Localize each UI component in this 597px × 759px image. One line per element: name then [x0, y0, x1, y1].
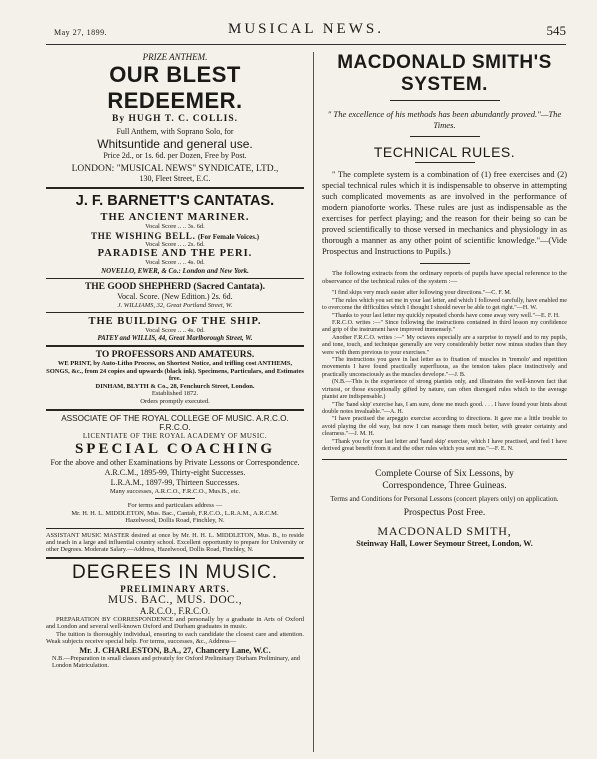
arco-result-3: Many successes, A.R.C.O., F.R.C.O., Mus.B., etc.	[109, 487, 241, 495]
divider	[46, 345, 304, 347]
extract-item: "The rules which you set me in your last letter, and which I followed carefully, have enabled me to overcome the difficulties which I thought I should never be able to get right."—H. W.	[322, 297, 567, 312]
ad-title-line-2: SYSTEM.	[401, 74, 488, 95]
technical-rules-title: TECHNICAL RULES.	[373, 144, 516, 160]
arco-address-2: Hazelwood, Dollis Road, Finchley, N.	[125, 517, 225, 525]
anthem-publisher: LONDON: "MUSICAL NEWS" SYNDICATE, LTD.,	[71, 164, 279, 174]
divider	[46, 312, 304, 313]
course-line-1: Complete Course of Six Lessons, by	[375, 469, 514, 480]
left-column	[46, 52, 304, 752]
masthead-title: MUSICAL NEWS.	[228, 21, 384, 37]
barnett-work-2-title: THE WISHING BELL.	[90, 230, 196, 241]
divider	[46, 557, 304, 559]
barnett-title: J. F. BARNETT'S CANTATAS.	[75, 193, 275, 209]
barnett-score-3: Vocal Score .. .. 4s. 0d.	[145, 259, 205, 267]
extract-item: F.R.C.O. writes :—" Since following the instructions contained in third lesson my confidence and grip of the instrument have improved immensely."	[322, 320, 567, 334]
barnett-score-2: Vocal Score .. .. 2s. 6d.	[145, 240, 205, 248]
extract-item: "Thank you for your last letter and 'hand skip' exercise, which I have practised, and feel I have derived great benefit from it and the other rules which you sent me."—F. E. N.	[322, 438, 567, 452]
ship-score: Vocal Score .. .. 4s. 0d.	[145, 327, 205, 335]
course-line-2: Correspondence, Three Guineas.	[382, 481, 507, 492]
right-column	[313, 52, 567, 752]
arco-desc: For the above and other Examinations by Private Lessons or Correspondence.	[50, 457, 300, 467]
arco-address-1: Mr. H. H. L. MIDDLETON, Mus. Bac., Cantab, F.R.C.O., L.R.A.M., A.R.C.M.	[71, 509, 279, 517]
divider	[46, 278, 304, 279]
anthem-address: 130, Fleet Street, E.C.	[139, 174, 211, 183]
issue-date: May 27, 1899.	[54, 28, 108, 37]
barnett-work-1: THE ANCIENT MARINER.	[100, 212, 250, 223]
short-rule	[155, 498, 195, 499]
good-shepherd-score: Vocal. Score. (New Edition.) 2s. 6d.	[117, 291, 233, 301]
good-shepherd-publisher: J. WILLIAMS, 32, Great Portland Street, W.	[117, 301, 233, 309]
extract-item: Another F.R.C.O. writes :—" My octaves especially are a surprise to myself and to my pupils, and tone, touch, and technique generally are very considerably better now minus studies than they were with them previous to your exercises."	[322, 334, 567, 356]
professors-body: WE PRINT, by Auto-Litho Process, on Shortest Notice, and trifling cost ANTHEMS, SONGS, &c., from 24 copies and upwards (black ink). Specimens, Particulars, and Estimates free.	[46, 359, 304, 383]
barnett-work-3: PARADISE AND THE PERI.	[97, 248, 253, 260]
anthem-price: Price 2d., or 1s. 6d. per Dozen, Free by Post.	[103, 151, 247, 160]
ship-title: THE BUILDING OF THE SHIP.	[88, 316, 262, 328]
extract-item: (N.B.—This is the experience of strong pianists only, and illustrates the well-known fact that virtuosi, or those exceptionally gifted by nature, can often disregard rules which to the average pianist are indispensable.)	[322, 379, 567, 401]
barnett-publisher: NOVELLO, EWER, & Co.: London and New York.	[101, 266, 249, 275]
divider	[46, 187, 304, 189]
short-rule	[410, 136, 480, 137]
extract-item: "The 'hand skip' exercise has, I am sure, done me much good. . . . I have found your hints about double notes invaluable."—A. H.	[322, 401, 567, 415]
extract-item: "Thanks to your last letter my quickly repeated chords have come away very well."—E. F. H.	[332, 312, 560, 319]
short-rule	[420, 263, 470, 264]
degrees-nb: N.B.—Preparation in small classes and privately for Oxford Preliminary Durham Preliminary, and London Matriculation.	[52, 654, 300, 670]
newspaper-page	[46, 18, 566, 753]
ship-publisher: PATEY and WILLIS, 44, Great Marlborough Street, W.	[97, 334, 253, 342]
anthem-title: OUR BLEST REDEEMER.	[107, 62, 243, 113]
barnett-work-2	[46, 231, 304, 241]
prospectus-note: Prospectus Post Free.	[403, 507, 486, 518]
divider	[46, 409, 304, 411]
degrees-contact: Mr. J. CHARLESTON, B.A., 27, Chancery Lane, W.C.	[79, 645, 271, 655]
professors-firm: DINHAM, BLYTH & Co., 28, Fenchurch Street, London.	[95, 382, 255, 390]
assistant-ad: ASSISTANT MUSIC MASTER desired at once by Mr. H. H. L. MIDDLETON, Mus. B., to reside and teach in a large and influential country school. Excellent opportunity to prepare for University or other Degrees. Moderate Salary.—Address, Hazelwood, Dollis Road, Finchley, N.	[46, 531, 304, 554]
extract-item: "I have practised the arpeggio exercise according to directions. It gave me a little trouble to avoid playing the old way, but now I can manage them much better, with greater certainty and clearness."—J. M. H.	[322, 416, 567, 438]
extracts-list	[322, 290, 567, 453]
arco-terms: For terms and particulars address —	[127, 502, 223, 510]
degrees-sub: PRELIMINARY ARTS.	[120, 583, 230, 594]
degrees-body-2: The tuition is thoroughly individual, ensuring to each candidate the closest care and attention. Weak subjects receive special help. For terms, successes, &c., Address—	[46, 630, 304, 646]
degrees-body-1: PREPARATION BY CORRESPONDENCE and personally by a graduate in Arts of Oxford and London and several well-known Oxford and Durham graduates in music.	[46, 615, 304, 631]
ad-title-line-1: MACDONALD SMITH'S	[337, 52, 552, 73]
barnett-work-2-note: (For Female Voices.)	[197, 232, 260, 241]
anthem-kicker: PRIZE ANTHEM.	[142, 52, 208, 62]
degrees-mus: MUS. BAC., MUS. DOC.,	[107, 593, 243, 606]
degrees-arco: A.R.C.O., F.R.C.O.	[139, 605, 211, 616]
terms-conditions: Terms and Conditions for Personal Lessons (concert players only) on application.	[330, 495, 559, 504]
professors-est: Established 1872.	[151, 390, 199, 398]
arco-result-2: L.R.A.M., 1897-99, Thirteen Successes.	[110, 477, 240, 487]
short-rule	[415, 162, 475, 163]
technical-rules-body: " The complete system is a combination of (1) free exercises and (2) special technical rules which it is indispensable to observe in attempting such complicated movements as are involved in the performance of modern pianoforte works. These rules are just as indispensable as the exercises for perfect playing; and the reason for their being so can be proved scientifically to those versed in mechanics and physiology in as thorough a manner as any other point of scientific knowledge."—(Vide Prospectus and Instructions to Pupils.)	[322, 170, 567, 256]
page-number: 545	[546, 23, 566, 38]
barnett-score-1: Vocal Score .. .. 3s. 6d.	[145, 223, 205, 230]
page-header	[46, 18, 566, 45]
special-coaching: SPECIAL COACHING	[74, 440, 276, 457]
anthem-desc: Full Anthem, with Soprano Solo, for	[116, 127, 234, 136]
extracts-intro: The following extracts from the ordinary reports of pupils have special reference to the observance of the technical rules of the system :—	[322, 270, 567, 286]
extract-item: "I find skips very much easier after following your directions."—C. F. M.	[332, 290, 512, 297]
divider	[46, 528, 304, 529]
times-quote: " The excellence of his methods has been abundantly proved."—The Times.	[327, 109, 562, 130]
arco-result-1: A.R.C.M., 1895-99, Thirty-eight Successes.	[104, 467, 246, 477]
arco-title: ASSOCIATE OF THE ROYAL COLLEGE OF MUSIC. A.R.C.O. F.R.C.O.	[61, 413, 289, 432]
professors-note: Orders promptly executed.	[140, 397, 210, 405]
short-rule	[390, 100, 500, 101]
arco-sub: LICENTIATE OF THE ROYAL ACADEMY OF MUSIC.	[82, 431, 268, 440]
good-shepherd-title: THE GOOD SHEPHERD (Sacred Cantata).	[84, 281, 266, 292]
anthem-occasion: Whitsuntide and general use.	[97, 137, 253, 151]
anthem-byline: By HUGH T. C. COLLIS.	[112, 114, 238, 124]
extract-item: "The instructions you gave in last letter as to fixation of muscles in 'tremolo' and repetition movements I have found practically superfluous, as the tension takes place instinctively and practically unconsciously as the muscles develope."—J. B.	[322, 357, 567, 378]
advertiser-name: MACDONALD SMITH,	[377, 523, 512, 538]
divider	[322, 459, 567, 460]
professors-title: TO PROFESSORS AND AMATEURS.	[95, 349, 255, 360]
advertiser-address: Steinway Hall, Lower Seymour Street, London, W.	[356, 538, 533, 548]
degrees-title: DEGREES IN MUSIC.	[72, 561, 278, 583]
